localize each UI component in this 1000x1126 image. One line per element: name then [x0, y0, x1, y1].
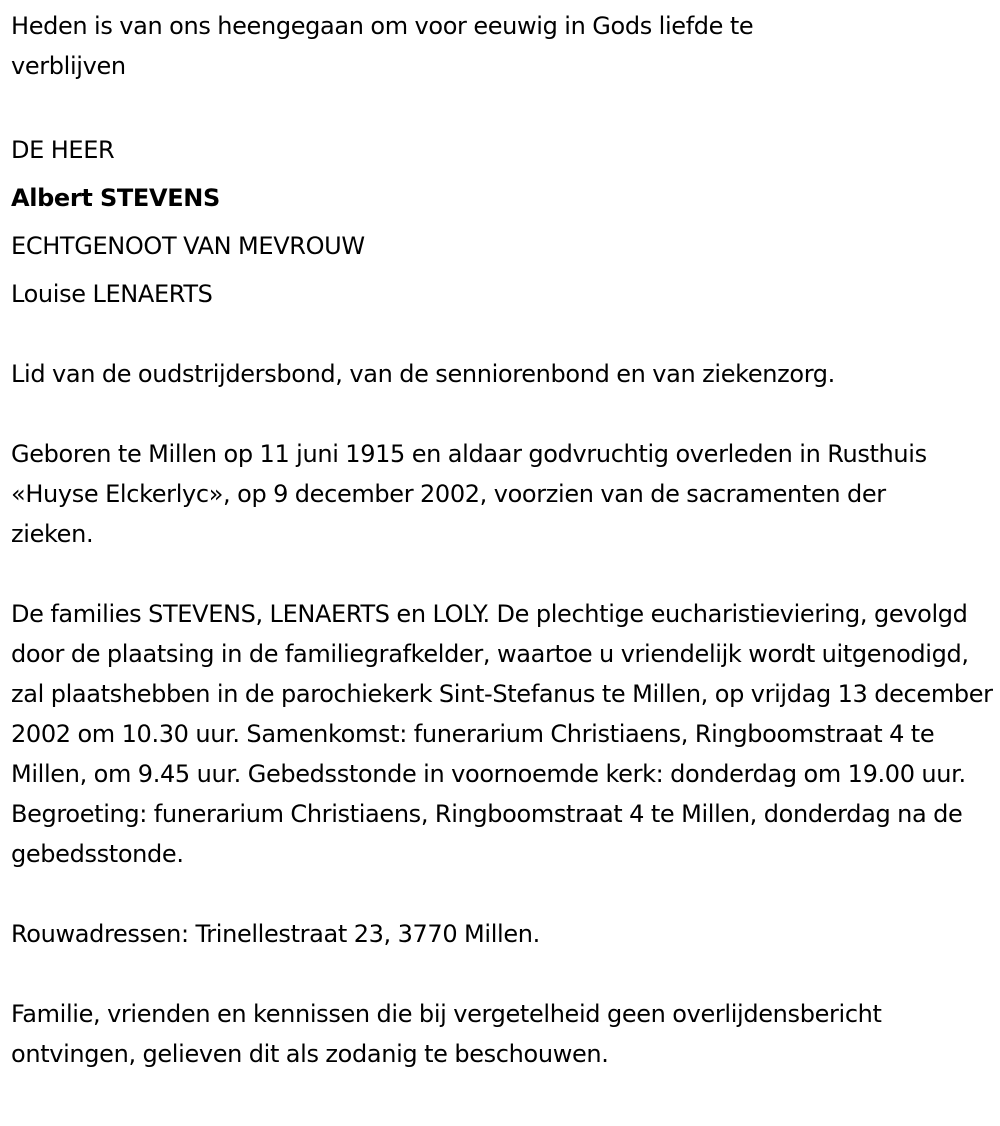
title-prefix: DE HEER	[11, 136, 115, 164]
name-block	[11, 126, 997, 318]
addresses-paragraph	[11, 914, 997, 954]
closing-paragraph: Familie, vrienden en kennissen die bij vergetelheid geen overlijdensbericht ontvingen, gelieven dit als zodanig te beschouwen.	[11, 1000, 882, 1068]
spacer	[11, 318, 997, 354]
deceased-name: Albert STEVENS	[11, 184, 220, 212]
membership-text: Lid van de oudstrijdersbond, van de senniorenbond en van ziekenzorg.	[11, 360, 835, 388]
birth-death-paragraph: Geboren te Millen op 11 juni 1915 en aldaar godvruchtig overleden in Rusthuis «Huyse Elckerlyc», op 9 december 2002, voorzien van de sacramenten der zieken.	[11, 440, 927, 548]
addresses-text: Rouwadressen: Trinellestraat 23, 3770 Millen.	[11, 920, 540, 948]
spacer	[11, 554, 997, 594]
spacer	[11, 86, 997, 126]
spacer	[11, 954, 997, 994]
membership-paragraph	[11, 354, 997, 394]
obituary-document	[11, 6, 997, 1074]
ceremony-paragraph: De families STEVENS, LENAERTS en LOLY. De plechtige eucharistieviering, gevolgd door de plaatsing in de familiegrafkelder, waartoe u vriendelijk wordt uitgenodigd, zal plaatshebben in de parochiekerk Sint-Stefanus te Millen, op vrijdag 13 december 2002 om 10.30 uur. Samenkomst: funerarium Christiaens, Ringboomstraat 4 te Millen, om 9.45 uur. Gebedsstonde in voornoemde kerk: donderdag om 19.00 uur. Begroeting: funerarium Christiaens, Ringboomstraat 4 te Millen, donderdag na de gebedsstonde.	[11, 600, 993, 868]
spacer	[11, 394, 997, 434]
spacer	[11, 874, 997, 914]
intro-paragraph	[11, 6, 997, 86]
intro-text: Heden is van ons heengegaan om voor eeuwig in Gods liefde te verblijven	[11, 12, 754, 80]
spouse-name: Louise LENAERTS	[11, 280, 213, 308]
spouse-label: ECHTGENOOT VAN MEVROUW	[11, 232, 365, 260]
